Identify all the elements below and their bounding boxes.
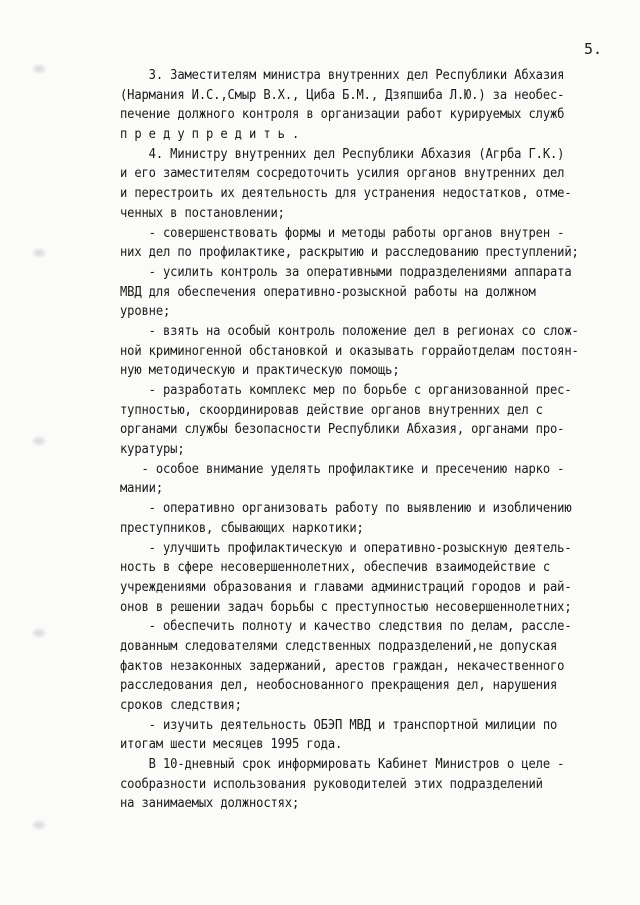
text-line: В 10-дневный срок информировать Кабинет Министров о целе -	[120, 757, 565, 773]
text-line: - изучить деятельность ОБЭП МВД и транспортной милиции по	[120, 717, 558, 733]
text-line: - усилить контроль за оперативными подразделениями аппарата	[120, 264, 572, 280]
text-line: - улучшить профилактическую и оперативно-розыскную деятель-	[120, 540, 572, 556]
text-line: - особое внимание уделять профилактике и пресечению нарко -	[120, 461, 565, 477]
text-line: уровне;	[120, 304, 171, 320]
document-body	[120, 66, 628, 814]
text-line: тупностью, скоординировав действие органов внутренних дел с	[120, 402, 543, 418]
text-line: них дел по профилактике, раскрытию и расследованию преступлений;	[120, 245, 579, 261]
text-line: - обеспечить полноту и качество следствия по делам, рассле-	[120, 619, 572, 635]
text-line: онов в решении задач борьбы с преступностью несовершеннолетних;	[120, 599, 572, 615]
text-line: мании;	[120, 481, 164, 497]
page-number: 5.	[584, 40, 603, 58]
text-line: - оперативно организовать работу по выявлению и изобличению	[120, 501, 572, 517]
text-line: и перестроить их деятельность для устранения недостатков, отме-	[120, 186, 572, 202]
text-line: учреждениями образования и главами администраций городов и рай-	[120, 579, 572, 595]
text-line: фактов незаконных задержаний, арестов граждан, некачественного	[120, 658, 565, 674]
text-line: печение должного контроля в организации работ курируемых служб	[120, 107, 565, 123]
text-line: ной криминогенной обстановкой и оказывать горрайотделам постоян-	[120, 343, 579, 359]
text-line: сроков следствия;	[120, 698, 242, 713]
text-line: итогам шести месяцев 1995 года.	[120, 737, 343, 753]
text-line: - взять на особый контроль положение дел в регионах со слож-	[120, 323, 579, 339]
text-line: куратуры;	[120, 442, 185, 458]
text-line: 4. Министру внутренних дел Республики Абхазия (Агрба Г.К.)	[120, 146, 565, 162]
text-line: органами службы безопасности Республики Абхазия, органами про-	[120, 422, 565, 438]
punch-hole-mark	[32, 436, 46, 446]
text-line: расследования дел, необоснованного прекращения дел, нарушения	[120, 678, 558, 694]
text-line: сообразности использования руководителей этих подразделений	[120, 776, 543, 792]
punch-hole-mark	[32, 820, 46, 830]
text-line: на занимаемых должностях;	[120, 796, 300, 812]
punch-hole-mark	[32, 248, 46, 258]
text-line: дованным следователями следственных подразделений,не допуская	[120, 638, 558, 654]
text-line: преступников, сбывающих наркотики;	[120, 520, 364, 536]
text-line: ность в сфере несовершеннолетних, обеспечив взаимодействие с	[120, 560, 550, 576]
text-line: п р е д у п р е д и т ь .	[120, 127, 300, 143]
text-line: и его заместителям сосредоточить усилия органов внутренних дел	[120, 166, 565, 182]
text-line: 3. Заместителям министра внутренних дел Республики Абхазия	[120, 68, 565, 83]
punch-hole-mark	[32, 628, 46, 638]
text-line: - совершенствовать формы и методы работы органов внутрен -	[120, 225, 565, 241]
text-line: ную методическую и практическую помощь;	[120, 363, 400, 379]
text-line: ченных в постановлении;	[120, 205, 285, 221]
text-line: МВД для обеспечения оперативно-розыскной работы на должном	[120, 284, 536, 300]
punch-hole-mark	[32, 64, 46, 74]
text-line: - разработать комплекс мер по борьбе с организованной прес-	[120, 383, 572, 398]
text-line: (Нармания И.С.,Смыр В.Х., Циба Б.М., Дзяпшиба Л.Ю.) за необес-	[120, 87, 565, 103]
